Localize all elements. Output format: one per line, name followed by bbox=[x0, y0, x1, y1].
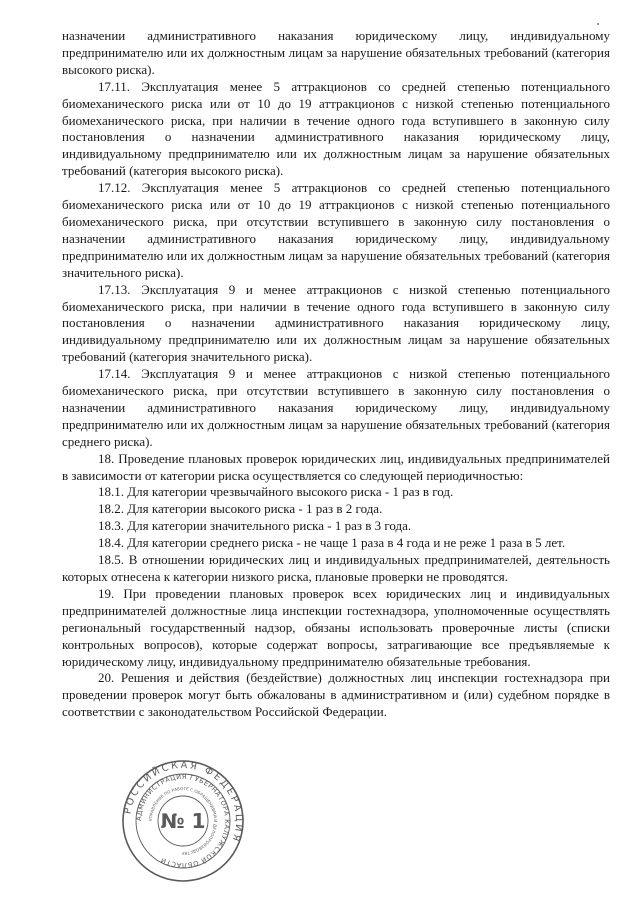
paragraph-19: 19. При проведении плановых проверок всех юридических лиц и индивидуальных предпринимателей должностные лица инспекции гостехнадзора, уполномоченные осуществлять региональный государственный надзор, обязаны использовать проверочные листы (списки контрольных вопросов), которые содержат вопросы, затрагивающие все предъявляемые к юридическому лицу, индивидуальному предпринимателю обязательные требования. bbox=[62, 585, 610, 669]
seal-inner-text: УПРАВЛЕНИЕ ПО РАБОТЕ С ОБРАЩЕНИЯМИ И ДЕЛОПРОИЗВОДСТВУ bbox=[147, 785, 219, 857]
paragraph-18-5: 18.5. В отношении юридических лиц и индивидуальных предпринимателей, деятельность которых отнесена к категории низкого риска, плановые проверки не проводятся. bbox=[62, 552, 610, 584]
paragraph-17-13: 17.13. Эксплуатация 9 и менее аттракционов с низкой степенью потенциального биомеханического риска, при наличии в течение одного года вступившего в законную силу постановления о назначении административного наказания юридическому лицу, индивидуальному предпринимателю или их должностным лицам за нарушение обязательных требований (категория значительного риска). bbox=[62, 281, 610, 365]
paragraph-20: 20. Решения и действия (бездействие) должностных лиц инспекции гостехнадзора при проведении проверок могут быть обжалованы в административном и (или) судебном порядке в соответствии с законодательством Российской Федерации. bbox=[62, 670, 610, 720]
paragraph-17-14: 17.14. Эксплуатация 9 и менее аттракционов с низкой степенью потенциального биомеханического риска, при отсутствии вступившего в законную силу постановления о назначении административного наказания юридическому лицу, индивидуальному предпринимателю или их должностным лицам за нарушение обязательных требований (категория среднего риска). bbox=[62, 366, 610, 449]
paragraph-continuation: назначении административного наказания юридическому лицу, индивидуальному предпринимателю или их должностным лицам за нарушение обязательных требований (категория высокого риска). bbox=[62, 28, 610, 77]
paragraph-18-3: 18.3. Для категории значительного риска - 1 раз в 3 года. bbox=[98, 518, 412, 534]
paragraph-17-12: 17.12. Эксплуатация менее 5 аттракционов со средней степенью потенциального биомеханического риска или от 10 до 19 аттракционов с низкой степенью потенциального биомеханического риска, при отсутствии вступившего в законную силу постановления о назначении административного наказания юридическому лицу, индивидуальному предпринимателю или их должностным лицам за нарушение обязательных требований (категория значительного риска). bbox=[62, 180, 610, 280]
paragraph-18: 18. Проведение плановых проверок юридических лиц, индивидуальных предпринимателей в зависимости от категории риска осуществляется со следующей периодичностью: bbox=[62, 450, 610, 483]
paragraph-18-4: 18.4. Для категории среднего риска - не чаще 1 раза в 4 года и не реже 1 раза в 5 лет. bbox=[98, 535, 566, 551]
seal-outer-text: РОССИЙСКАЯ ФЕДЕРАЦИЯ bbox=[122, 760, 244, 845]
seal-middle-text: АДМИНИСТРАЦИЯ ГУБЕРНАТОРА КАЛУЖСКОЙ ОБЛАСТИ bbox=[134, 772, 232, 870]
paragraph-18-2: 18.2. Для категории высокого риска - 1 раз в 2 года. bbox=[98, 501, 383, 517]
official-seal bbox=[122, 760, 244, 882]
paragraph-18-1: 18.1. Для категории чрезвычайного высокого риска - 1 раз в год. bbox=[98, 484, 454, 500]
paragraph-17-11: 17.11. Эксплуатация менее 5 аттракционов со средней степенью потенциального биомеханического риска или от 10 до 19 аттракционов с низкой степенью потенциального биомеханического риска, при наличии в течение одного года вступившего в законную силу постановления о назначении административного наказания юридическому лицу, индивидуальному предпринимателю или их должностным лицам за нарушение обязательных требований (категория высокого риска). bbox=[62, 78, 610, 179]
scan-speck bbox=[597, 23, 599, 25]
seal-number: № 1 bbox=[160, 809, 206, 833]
document-body bbox=[62, 28, 610, 721]
